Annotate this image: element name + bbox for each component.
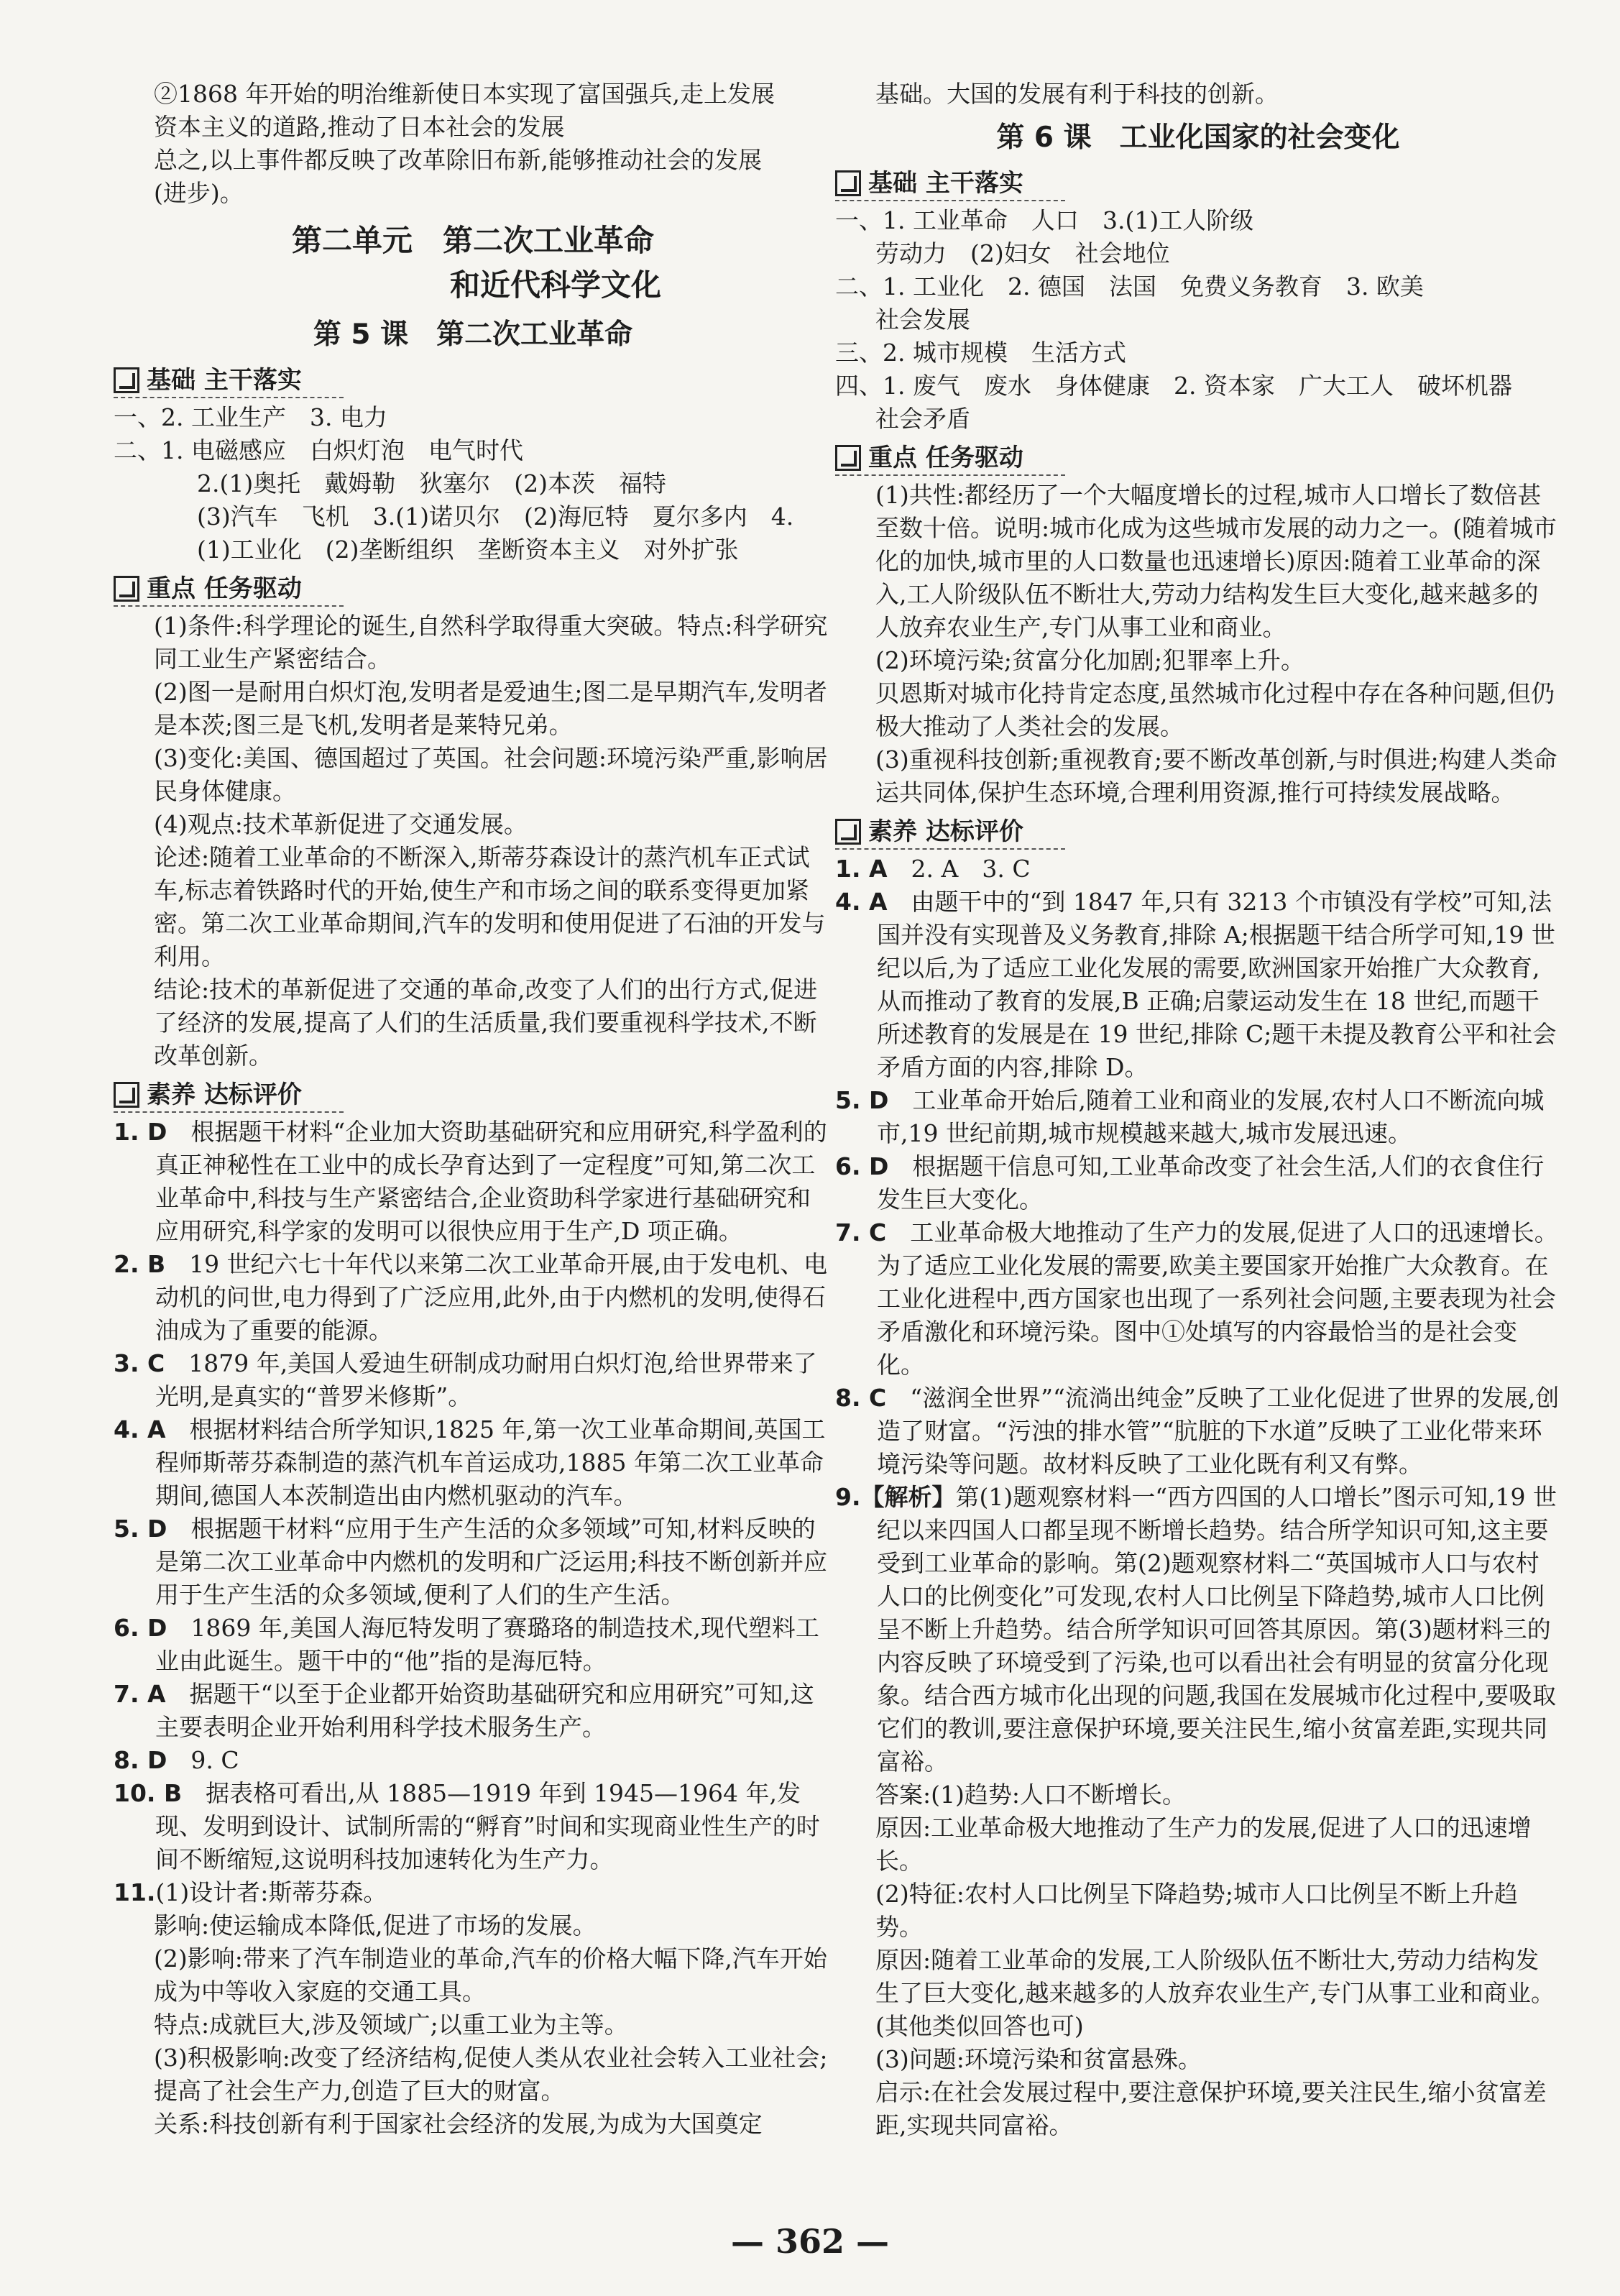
answer-continuation: 原因:随着工业革命的发展,工人阶级队伍不断壮大,劳动力结构发生了巨大变化,越来越多的人放弃农业生产,专门从事工业和商业。(其他类似回答也可) — [875, 1946, 1555, 2040]
answer-continuation: 启示:在社会发展过程中,要注意保护环境,要关注民生,缩小贫富差距,实现共同富裕。 — [875, 2078, 1547, 2139]
right-column — [835, 78, 1561, 2142]
basics-line: (3)汽车 飞机 3.(1)诺贝尔 (2)海厄特 夏尔多内 4. — [197, 502, 794, 531]
answer-text: 1879 年,美国人爱迪生研制成功耐用白炽灯泡,给世界带来了光明,是真实的“普罗米修斯”。 — [155, 1349, 817, 1410]
basics-line: 四、1. 废气 废水 身体健康 2. 资本家 广大工人 破坏机器 — [835, 372, 1512, 400]
answer-continuation: (3)问题:环境污染和贫富悬殊。 — [875, 2045, 1202, 2073]
key-paragraph: (3)变化:美国、德国超过了英国。社会问题:环境污染严重,影响居民身体健康。 — [154, 744, 828, 805]
basics-line: 二、1. 电磁感应 白炽灯泡 电气时代 — [114, 436, 523, 464]
answer-item — [835, 1150, 1561, 1216]
answer-item — [114, 1744, 832, 1777]
answer-item — [835, 853, 1561, 886]
section-header-basics — [114, 364, 344, 398]
answer-continuation: (2)特征:农村人口比例呈下降趋势;城市人口比例呈不断上升趋势。 — [875, 1880, 1518, 1941]
answer-continuation: (2)影响:带来了汽车制造业的革命,汽车的价格大幅下降,汽车开始成为中等收入家庭的交通工具。 — [154, 1944, 827, 2006]
lesson-5-title: 第 5 课 第二次工业革命 — [313, 318, 633, 351]
key-paragraph: (1)条件:科学理论的诞生,自然科学取得重大突破。特点:科学研究同工业生产紧密结合。 — [154, 612, 828, 673]
answer-text: 根据题干信息可知,工业革命改变了社会生活,人们的衣食住行发生巨大变化。 — [877, 1152, 1545, 1213]
answer-item — [114, 1678, 832, 1744]
answer-number: 9.【解析】 — [835, 1483, 956, 1511]
section-header-key-tasks — [114, 572, 344, 607]
answer-text: 19 世纪六七十年代以来第二次工业革命开展,由于发电机、电动机的问世,电力得到了广泛应用,此外,由于内燃机的发明,使得石油成为了重要的能源。 — [155, 1250, 828, 1344]
basics-line: 二、1. 工业化 2. 德国 法国 免费义务教育 3. 欧美 — [835, 272, 1424, 300]
section-header-assessment — [114, 1078, 344, 1113]
basics-line: 三、2. 城市规模 生活方式 — [835, 339, 1126, 367]
section-arrow-icon — [114, 367, 139, 393]
answer-text: 根据题干材料“企业加大资助基础研究和应用研究,科学盈利的真正神秘性在工业中的成长孕育达到了一定程度”可知,第二次工业革命中,科技与生产紧密结合,企业资助科学家进行基础研究和应用研究,科学家的发明可以很快应用于生产,D 项正确。 — [155, 1118, 827, 1245]
key-paragraph: (3)重视科技创新;重视教育;要不断改革创新,与时俱进;构建人类命运共同体,保护生态环境,合理利用资源,推行可持续发展战略。 — [875, 745, 1557, 807]
answer-text: 1869 年,美国人海厄特发明了赛璐珞的制造技术,现代塑料工业由此诞生。题干中的“他”指的是海厄特。 — [155, 1614, 819, 1675]
answer-text: 由题干中的“到 1847 年,只有 3213 个市镇没有学校”可知,法国并没有实现普及义务教育,排除 A;根据题干结合所学可知,19 世纪以后,为了适应工业化发展的需要,欧洲国家开始推广大众教育,从而推动了教育的发展,B 正确;启蒙运动发生在 18 世纪,而题干所述教育的发展是在 19 世纪,排除 C;题干未提及教育公平和社会矛盾方面的内容,排除 D。 — [877, 888, 1557, 1081]
intro-line: (进步)。 — [154, 179, 244, 207]
answer-number: 4. A — [835, 888, 888, 916]
basics-line: 一、1. 工业革命 人口 3.(1)工人阶级 — [835, 206, 1254, 234]
answer-number: 1. D — [114, 1118, 167, 1146]
answer-continuation: 关系:科技创新有利于国家社会经济的发展,为成为大国奠定 — [154, 2110, 763, 2138]
answer-number: 6. D — [835, 1152, 889, 1180]
answer-number: 6. D — [114, 1614, 167, 1642]
left-column — [114, 78, 832, 2141]
section-header-key-tasks — [835, 441, 1065, 476]
answer-continuation: 影响:使运输成本降低,促进了市场的发展。 — [154, 1911, 597, 1939]
key-paragraph: (2)环境污染;贫富分化加剧;犯罪率上升。 — [875, 646, 1304, 674]
page-number: — 362 — — [730, 2222, 890, 2261]
answer-item — [835, 886, 1561, 1084]
answer-item — [114, 1413, 832, 1512]
answer-item — [835, 1382, 1561, 1481]
answer-number: 8. C — [835, 1384, 887, 1412]
answer-number: 2. B — [114, 1250, 166, 1278]
intro-line: ②1868 年开始的明治维新使日本实现了富国强兵,走上发展 — [154, 80, 775, 108]
answer-number: 7. A — [114, 1680, 166, 1708]
answer-number: 4. A — [114, 1415, 166, 1443]
answer-item — [114, 1612, 832, 1678]
basics-line: 社会发展 — [875, 306, 970, 334]
answer-item — [114, 1777, 832, 1876]
continuation-line: 基础。大国的发展有利于科技的创新。 — [875, 80, 1279, 108]
answer-number: 5. D — [114, 1515, 167, 1543]
answer-continuation: 答案:(1)趋势:人口不断增长。 — [875, 1781, 1186, 1809]
answer-item — [114, 1876, 832, 1909]
answer-text: 工业革命极大地推动了生产力的发展,促进了人口的迅速增长。为了适应工业化发展的需要,欧美主要国家开始推广大众教育。在工业化进程中,西方国家也出现了一系列社会问题,主要表现为社会矛盾激化和环境污染。图中①处填写的内容最恰当的是社会变化。 — [877, 1218, 1558, 1379]
answer-continuation: (3)积极影响:改变了经济结构,促使人类从农业社会转入工业社会;提高了社会生产力,创造了巨大的财富。 — [154, 2044, 828, 2105]
unit-title-second-line: 和近代科学文化 — [449, 267, 661, 303]
intro-line: 总之,以上事件都反映了改革除旧布新,能够推动社会的发展 — [154, 146, 762, 174]
basics-line: 社会矛盾 — [875, 405, 970, 433]
basics-line: 一、2. 工业生产 3. 电力 — [114, 403, 387, 431]
section-arrow-icon — [835, 819, 861, 845]
answer-text: 根据材料结合所学知识,1825 年,第一次工业革命期间,英国工程师斯蒂芬森制造的蒸汽机车首运成功,1885 年第二次工业革命期间,德国人本茨制造出由内燃机驱动的汽车。 — [155, 1415, 826, 1510]
answer-text: 第(1)题观察材料一“西方四国的人口增长”图示可知,19 世纪以来四国人口都呈现不断增长趋势。结合所学知识可知,这主要受到工业革命的影响。第(2)题观察材料二“英国城市人口与农村人口的比例变化”可发现,农村人口比例呈下降趋势,城市人口比例呈不断上升趋势。结合所学知识可回答其原因。第(3)题材料三的内容反映了环境受到了污染,也可以看出社会有明显的贫富分化现象。结合西方城市化出现的问题,我国在发展城市化过程中,要吸取它们的教训,要注意保护环境,要关注民生,缩小贫富差距,实现共同富裕。 — [877, 1483, 1557, 1776]
answer-number: 11. — [114, 1878, 156, 1906]
answer-item — [835, 1481, 1561, 1778]
key-paragraph: (4)观点:技术革新促进了交通发展。 — [154, 810, 528, 838]
section-arrow-icon — [114, 576, 139, 602]
answer-text: 工业革命开始后,随着工业和商业的发展,农村人口不断流向城市,19 世纪前期,城市规模越来越大,城市发展迅速。 — [877, 1086, 1545, 1147]
answer-number: 5. D — [835, 1086, 889, 1114]
section-header-label: 基础 主干落实 — [147, 366, 302, 395]
answer-text: “滋润全世界”“流淌出纯金”反映了工业化促进了世界的发展,创造了财富。“污浊的排水管”“肮脏的下水道”反映了工业化带来环境污染等问题。故材料反映了工业化既有利又有弊。 — [877, 1384, 1560, 1478]
intro-line: 资本主义的道路,推动了日本社会的发展 — [154, 113, 565, 141]
section-arrow-icon — [114, 1082, 139, 1108]
section-header-label: 重点 任务驱动 — [147, 574, 302, 603]
key-paragraph: 论述:随着工业革命的不断深入,斯蒂芬森设计的蒸汽机车正式试车,标志着铁路时代的开始,使生产和市场之间的联系变得更加紧密。第二次工业革命期间,汽车的发明和使用促进了石油的开发与利用。 — [154, 843, 826, 970]
key-paragraph: (2)图一是耐用白炽灯泡,发明者是爱迪生;图二是早期汽车,发明者是本茨;图三是飞机,发明者是莱特兄弟。 — [154, 678, 827, 739]
answer-item — [114, 1116, 832, 1248]
answer-number: 7. C — [835, 1218, 887, 1246]
section-header-label: 素养 达标评价 — [147, 1080, 302, 1109]
answer-item — [114, 1347, 832, 1413]
answer-item — [835, 1084, 1561, 1150]
section-header-label: 重点 任务驱动 — [868, 444, 1023, 472]
answer-text: 据表格可看出,从 1885—1919 年到 1945—1964 年,发现、发明到设计、试制所需的“孵育”时间和实现商业性生产的时间不断缩短,这说明科技加速转化为生产力。 — [155, 1779, 820, 1873]
basics-line: 劳动力 (2)妇女 社会地位 — [875, 239, 1170, 267]
answer-item — [114, 1512, 832, 1612]
key-paragraph: 贝恩斯对城市化持肯定态度,虽然城市化过程中存在各种问题,但仍极大推动了人类社会的发展。 — [875, 679, 1555, 740]
answer-continuation: 特点:成就巨大,涉及领域广;以重工业为主等。 — [154, 2011, 628, 2039]
section-header-label: 基础 主干落实 — [868, 169, 1023, 198]
answer-text: (1)设计者:斯蒂芬森。 — [155, 1878, 387, 1906]
section-arrow-icon — [835, 170, 861, 196]
section-arrow-icon — [835, 445, 861, 471]
answer-item — [114, 1248, 832, 1347]
basics-line: (1)工业化 (2)垄断组织 垄断资本主义 对外扩张 — [197, 536, 739, 564]
answer-number: 1. A — [835, 855, 888, 883]
key-paragraph: 结论:技术的革新促进了交通的革命,改变了人们的出行方式,促进了经济的发展,提高了人们的生活质量,我们要重视科学技术,不断改革创新。 — [154, 975, 818, 1070]
answer-text: 据题干“以至于企业都开始资助基础研究和应用研究”可知,这主要表明企业开始利用科学技术服务生产。 — [155, 1680, 814, 1741]
answer-continuation: 原因:工业革命极大地推动了生产力的发展,促进了人口的迅速增长。 — [875, 1814, 1532, 1875]
unit-title: 第二单元 第二次工业革命 — [291, 223, 654, 258]
answer-text: 2. A 3. C — [911, 855, 1031, 883]
lesson-6-title: 第 6 课 工业化国家的社会变化 — [996, 121, 1400, 154]
key-paragraph: (1)共性:都经历了一个大幅度增长的过程,城市人口增长了数倍甚至数十倍。说明:城市化成为这些城市发展的动力之一。(随着城市化的加快,城市里的人口数量也迅速增长)原因:随着工业革命的深入,工人阶级队伍不断壮大,劳动力结构发生巨大变化,越来越多的人放弃农业生产,专门从事工业和商业。 — [875, 481, 1557, 641]
section-header-assessment — [835, 815, 1065, 850]
basics-line: 2.(1)奥托 戴姆勒 狄塞尔 (2)本茨 福特 — [197, 469, 666, 497]
answer-number: 3. C — [114, 1349, 165, 1377]
answer-text: 9. C — [190, 1746, 239, 1774]
answer-text: 根据题干材料“应用于生产生活的众多领域”可知,材料反映的是第二次工业革命中内燃机的发明和广泛运用;科技不断创新并应用于生产生活的众多领域,便利了人们的生产生活。 — [155, 1515, 828, 1609]
section-header-basics — [835, 167, 1065, 201]
answer-number: 10. B — [114, 1779, 183, 1807]
answer-item — [835, 1216, 1561, 1382]
answer-number: 8. D — [114, 1746, 167, 1774]
section-header-label: 素养 达标评价 — [868, 817, 1023, 846]
